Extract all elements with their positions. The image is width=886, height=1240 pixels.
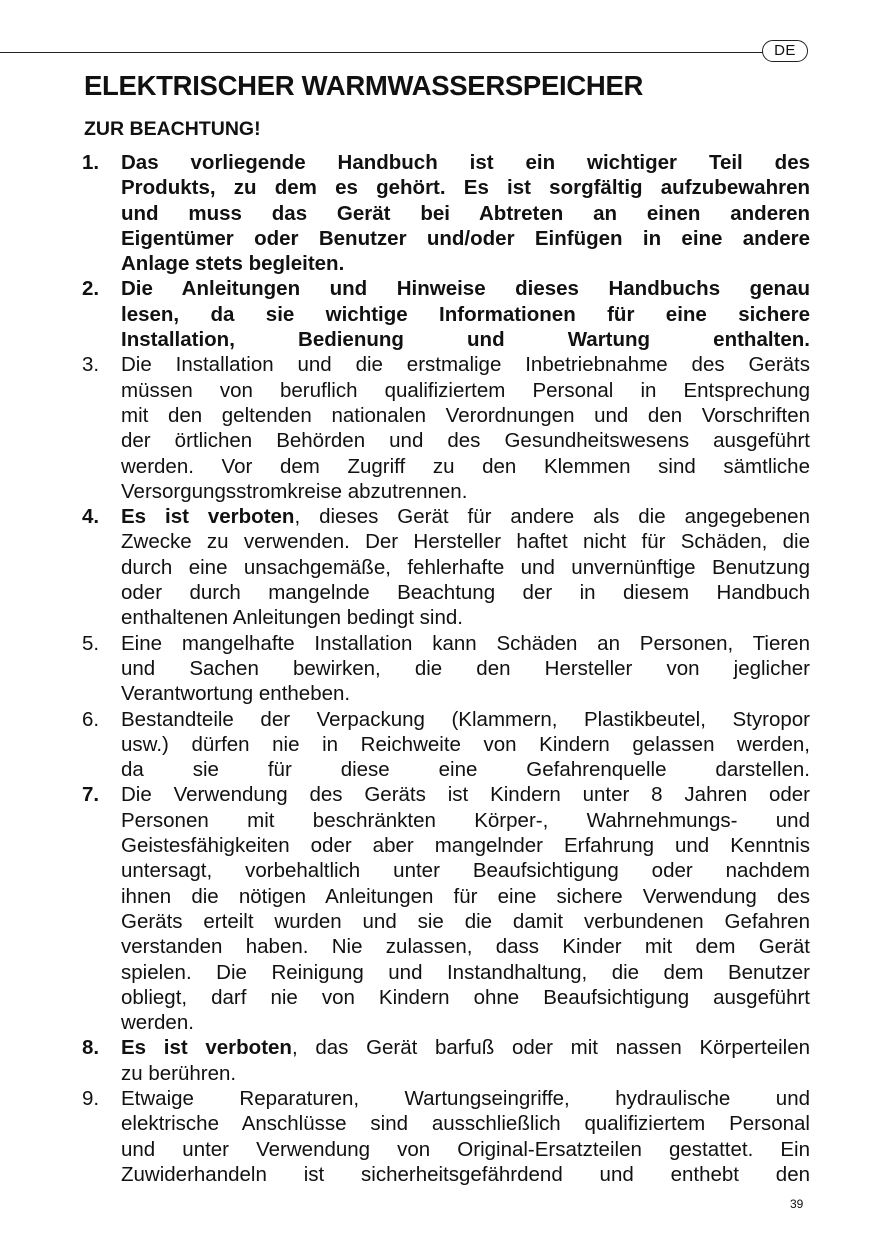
document-title: ELEKTRISCHER WARMWASSERSPEICHER — [84, 70, 644, 101]
instruction-item-6 — [82, 707, 810, 783]
text-line: spielen. Die Reinigung und Instandhaltung, die dem Benutzer — [121, 960, 810, 984]
item-number: 9. — [82, 1086, 100, 1110]
text-line — [121, 504, 810, 529]
prohibition-lead: Es ist verboten — [121, 1036, 292, 1060]
instruction-item-4 — [82, 504, 810, 630]
instruction-item-9 — [82, 1086, 810, 1187]
text-line-rest: , das Gerät barfuß oder mit nassen Körperteilen — [291, 1036, 811, 1060]
header-rule — [0, 52, 770, 53]
text-line: Verantwortung entheben. — [121, 682, 351, 706]
item-text — [121, 782, 810, 1035]
text-line-rest: , dieses Gerät für andere als die angegebenen — [294, 505, 810, 529]
text-line: usw.) dürfen nie in Reichweite von Kindern gelassen werden, — [121, 732, 810, 756]
text-line: werden. — [121, 1011, 194, 1035]
text-line: elektrische Anschlüsse sind ausschließlich qualifiziertem Personal — [121, 1112, 810, 1136]
text-line: durch eine unsachgemäße, fehlerhafte und unvernünftige Benutzung — [121, 555, 810, 579]
item-number: 3. — [82, 353, 100, 377]
item-number: 7. — [82, 783, 100, 807]
item-text — [121, 1086, 810, 1187]
instruction-item-8 — [82, 1035, 810, 1086]
item-text — [121, 631, 810, 707]
text-line: Produkts, zu dem es gehört. Es ist sorgfältig aufzubewahren — [121, 176, 810, 200]
text-line — [121, 1035, 810, 1060]
instruction-item-3 — [82, 352, 810, 504]
text-line: der örtlichen Behörden und des Gesundheitswesens ausgeführt — [121, 429, 810, 453]
text-line: und unter Verwendung von Original-Ersatzteilen gestattet. Ein — [121, 1137, 810, 1161]
item-text — [121, 504, 810, 630]
item-number: 6. — [82, 707, 100, 731]
item-number: 4. — [82, 505, 100, 529]
text-line: Die Verwendung des Geräts ist Kindern unter 8 Jahren oder — [121, 783, 810, 807]
item-text — [121, 150, 810, 276]
text-line: Versorgungsstromkreise abzutrennen. — [121, 479, 468, 503]
text-line: oder durch mangelnde Beachtung der in diesem Handbuch — [121, 581, 810, 605]
item-text — [121, 276, 810, 352]
text-line: untersagt, vorbehaltlich unter Beaufsichtigung oder nachdem — [121, 859, 810, 883]
text-line: mit den geltenden nationalen Verordnungen und den Vorschriften — [121, 403, 810, 427]
item-text — [121, 352, 810, 504]
text-line: Geistesfähigkeiten oder aber mangelnder Erfahrung und Kenntnis — [121, 834, 810, 858]
text-line: und Sachen bewirken, die den Hersteller von jeglicher — [121, 656, 810, 680]
text-line: ihnen die nötigen Anleitungen für eine sichere Verwendung des — [121, 884, 810, 908]
text-line: Bestandteile der Verpackung (Klammern, Plastikbeutel, Styropor — [121, 707, 810, 731]
text-line: obliegt, darf nie von Kindern ohne Beaufsichtigung ausgeführt — [121, 985, 810, 1009]
text-line: verstanden haben. Nie zulassen, dass Kinder mit dem Gerät — [121, 935, 810, 959]
text-line: und muss das Gerät bei Abtreten an einen anderen — [121, 201, 810, 225]
text-line: Installation, Bedienung und Wartung enthalten. — [121, 328, 810, 352]
text-line: lesen, da sie wichtige Informationen für eine sichere — [121, 302, 810, 326]
item-number: 2. — [82, 277, 100, 301]
instruction-item-1 — [82, 150, 810, 276]
text-line: Eine mangelhafte Installation kann Schäden an Personen, Tieren — [121, 631, 810, 655]
warning-heading: ZUR BEACHTUNG! — [84, 118, 261, 140]
item-text — [121, 1035, 810, 1086]
language-badge: DE — [762, 40, 808, 62]
prohibition-lead: Es ist verboten — [121, 505, 295, 529]
instruction-item-5 — [82, 631, 810, 707]
item-number: 1. — [82, 151, 100, 174]
text-line: Eigentümer oder Benutzer und/oder Einfügen in eine andere — [121, 226, 810, 250]
instruction-item-2 — [82, 276, 810, 352]
text-line: Etwaige Reparaturen, Wartungseingriffe, hydraulische und — [121, 1086, 810, 1110]
text-line: enthaltenen Anleitungen bedingt sind. — [121, 606, 463, 630]
item-text — [121, 707, 810, 783]
text-line: müssen von beruflich qualifiziertem Personal in Entsprechung — [121, 378, 810, 402]
item-number: 8. — [82, 1036, 100, 1060]
text-line: werden. Vor dem Zugriff zu den Klemmen sind sämtliche — [121, 454, 810, 478]
text-line: Die Installation und die erstmalige Inbetriebnahme des Geräts — [121, 353, 810, 377]
safety-instructions-list — [82, 150, 810, 1187]
page-number: 39 — [790, 1197, 804, 1211]
text-line: Anlage stets begleiten. — [121, 252, 345, 276]
text-line: Personen mit beschränkten Körper-, Wahrnehmungs- und — [121, 808, 810, 832]
text-line: Zwecke zu verwenden. Der Hersteller haftet nicht für Schäden, die — [121, 530, 810, 554]
text-line: Das vorliegende Handbuch ist ein wichtiger Teil des — [121, 151, 810, 174]
item-number: 5. — [82, 631, 100, 655]
instruction-item-7 — [82, 782, 810, 1035]
text-line: Die Anleitungen und Hinweise dieses Handbuchs genau — [121, 277, 810, 301]
text-line: Geräts erteilt wurden und sie die damit verbundenen Gefahren — [121, 909, 810, 933]
text-line: da sie für diese eine Gefahrenquelle darstellen. — [121, 758, 810, 782]
text-line: Zuwiderhandeln ist sicherheitsgefährdend und enthebt den — [121, 1162, 810, 1186]
text-line: zu berühren. — [121, 1061, 237, 1085]
